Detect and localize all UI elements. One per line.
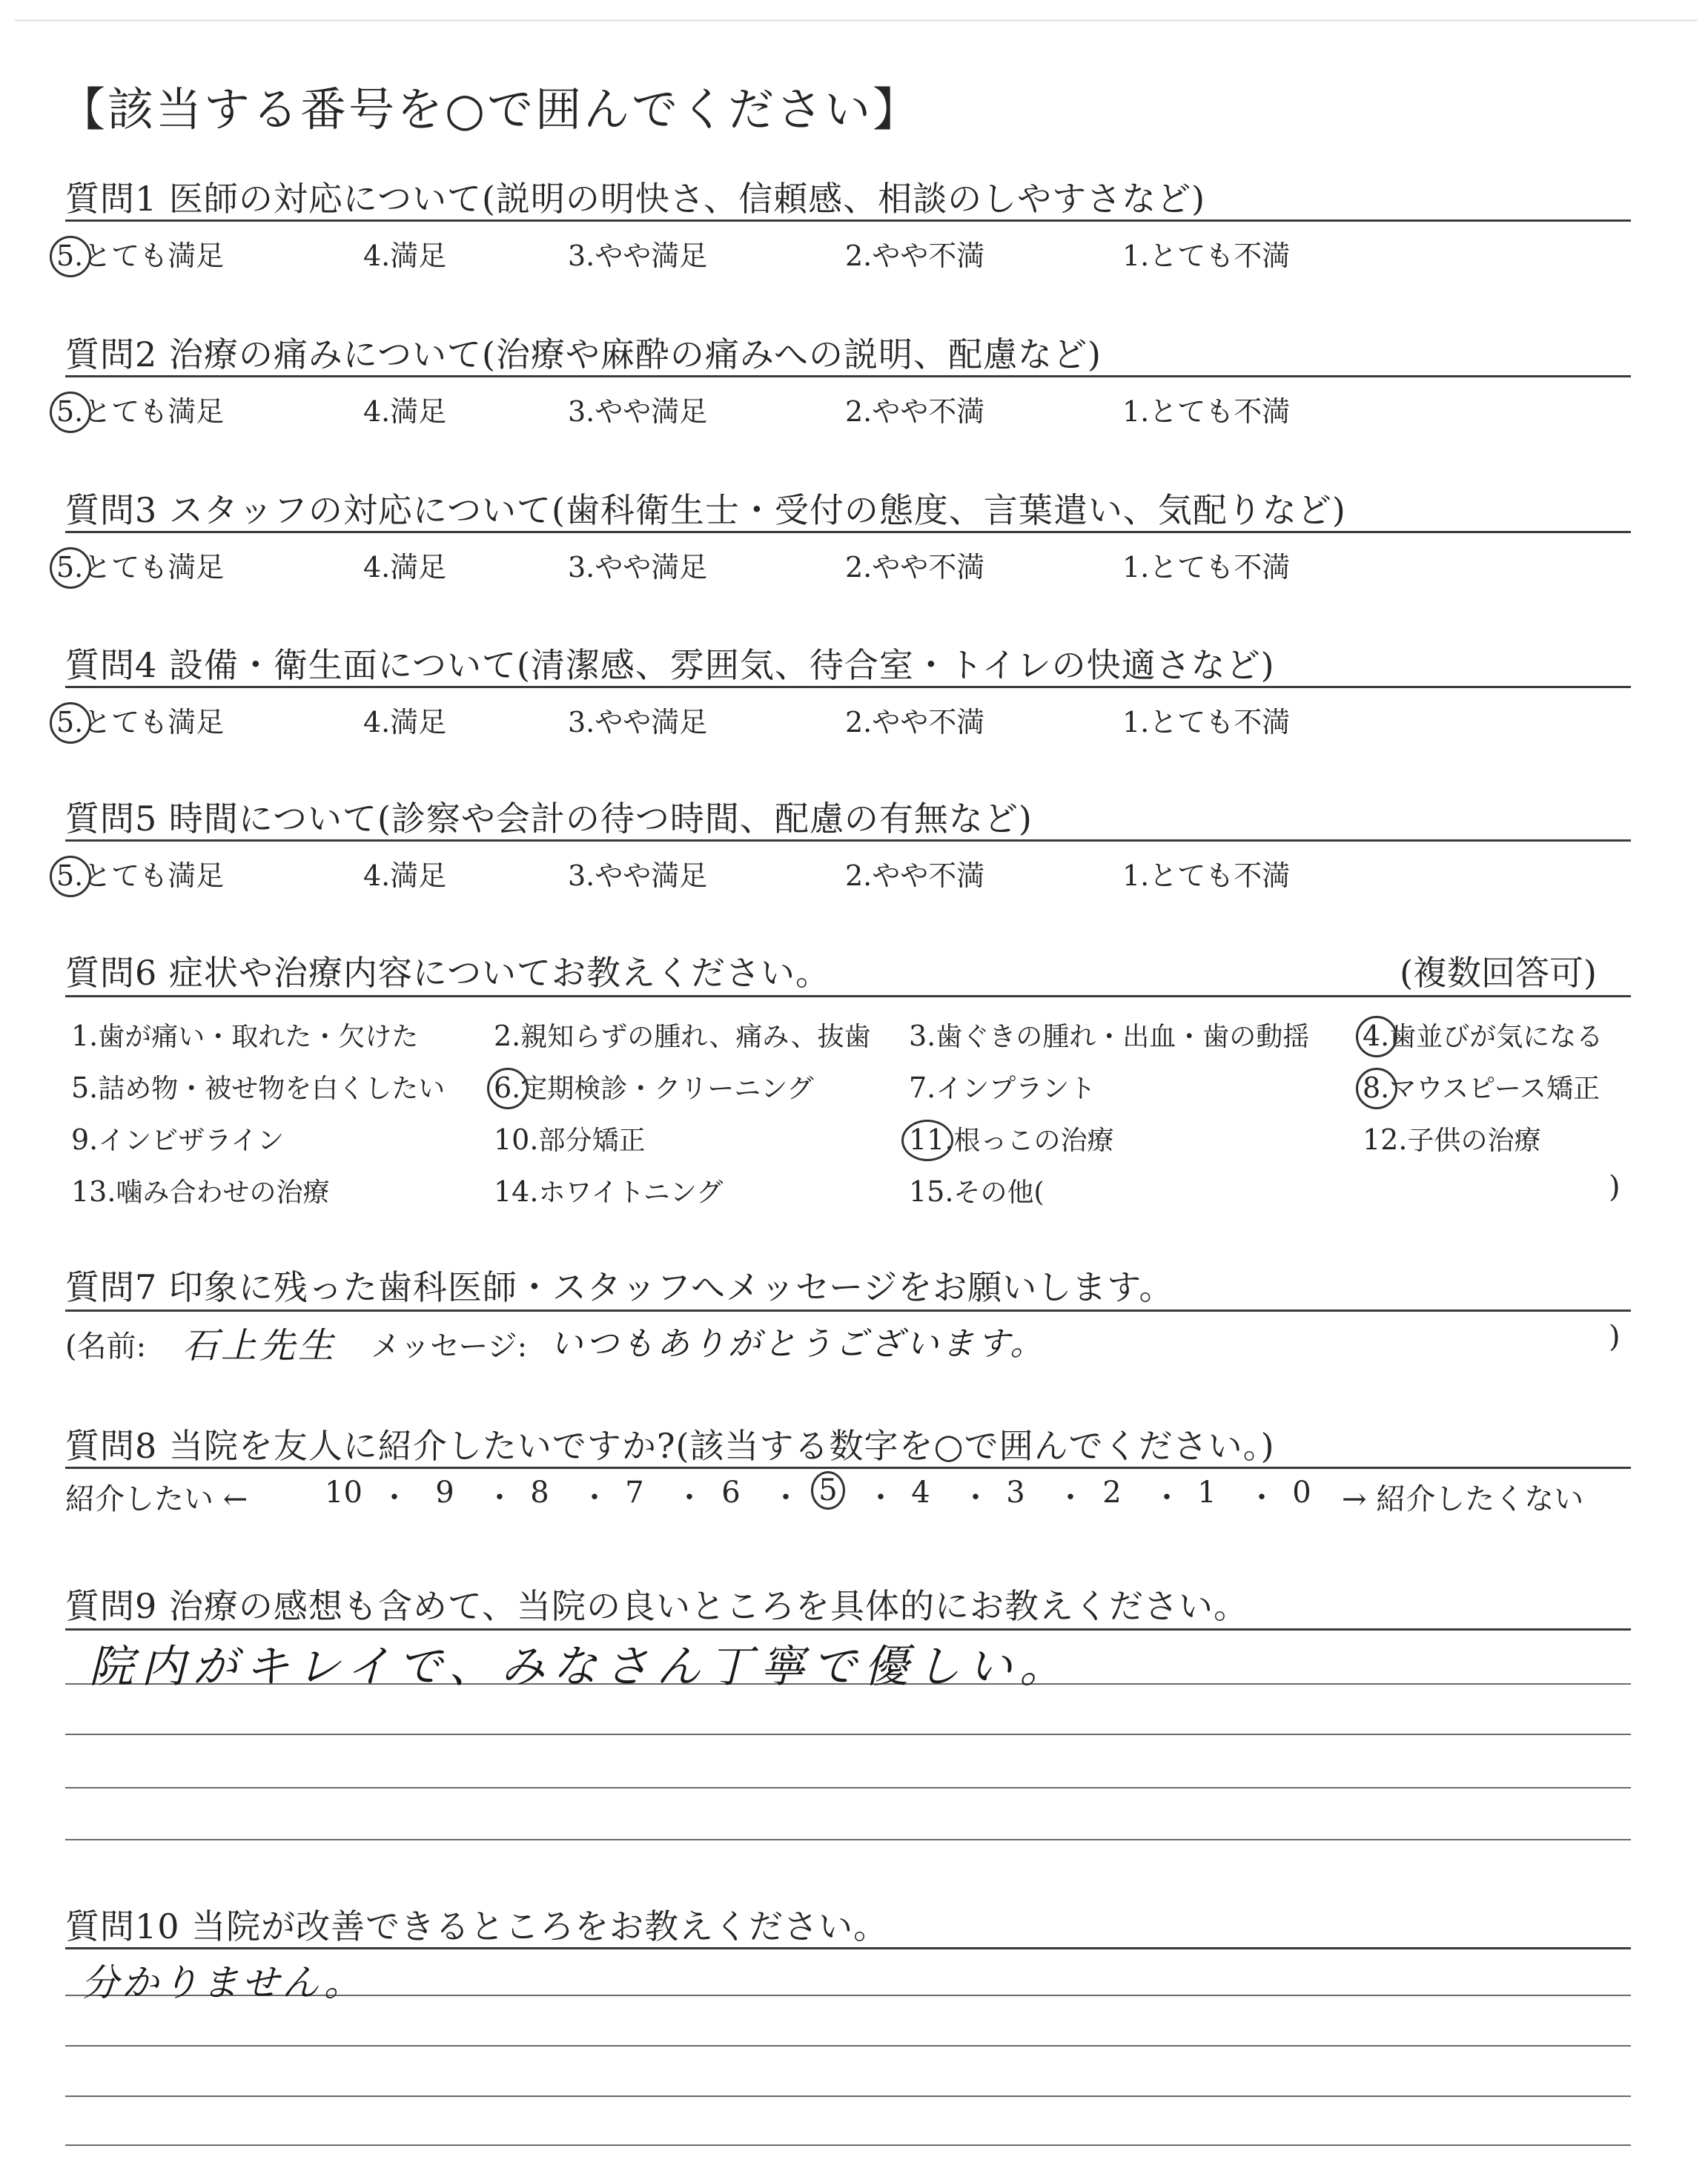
option-number: 2. (845, 706, 873, 739)
q8-separator: ・ (675, 1481, 704, 1515)
question-7-heading: 質問7 印象に残った歯科医師・スタッフへメッセージをお願いします。 (65, 1267, 1174, 1307)
q4-option-5[interactable] (56, 699, 224, 740)
question-7-rule (65, 1309, 1631, 1312)
q3-option-1[interactable] (1122, 544, 1290, 585)
option-number: 8. (1363, 1071, 1390, 1104)
option-number: 4. (363, 551, 391, 584)
option-number: 14. (494, 1175, 539, 1208)
q7-message-handwritten[interactable]: いつもありがとうございます。 (550, 1325, 1046, 1363)
q10-answer-line (65, 2144, 1631, 2146)
option-label: とても不満 (1149, 551, 1291, 584)
question-3-rule (65, 531, 1631, 533)
option-number: 5. (56, 859, 84, 892)
q7-message-label: メッセージ: (371, 1330, 528, 1364)
option-number: 5. (56, 240, 84, 272)
option-label: 根っこの治療 (953, 1126, 1114, 1156)
option-label: とても不満 (1149, 240, 1291, 272)
option-label: インプラント (936, 1074, 1096, 1104)
option-label: やや不満 (872, 395, 985, 428)
q8-scale-2[interactable]: 2 (1102, 1476, 1122, 1510)
q6-option-9[interactable] (71, 1120, 284, 1157)
option-label: その他( (953, 1178, 1045, 1208)
option-label: やや不満 (872, 706, 985, 739)
q8-scale-4[interactable]: 4 (911, 1476, 930, 1510)
q6-option-13[interactable] (71, 1172, 329, 1209)
q6-other-close-paren: ) (1609, 1170, 1621, 1204)
q3-option-4[interactable] (363, 544, 446, 585)
option-number: 2. (845, 551, 873, 584)
option-label: やや不満 (872, 240, 985, 272)
option-number: 3. (568, 395, 595, 428)
q6-option-5[interactable] (71, 1068, 445, 1106)
option-number: 5. (56, 706, 84, 739)
q2-option-1[interactable] (1122, 389, 1290, 429)
q7-name-label: (名前: (65, 1330, 147, 1364)
question-9-heading: 質問9 治療の感想も含めて、当院の良いところを具体的にお教えください。 (65, 1586, 1248, 1626)
form-title: 【該当する番号を○で囲んでください】 (59, 82, 921, 136)
q8-separator: ・ (380, 1481, 409, 1515)
option-number: 10. (494, 1123, 539, 1156)
q1-option-1[interactable] (1122, 233, 1290, 274)
q5-option-4[interactable] (363, 853, 446, 894)
q8-scale-8[interactable]: 8 (530, 1476, 549, 1510)
q9-answer-line (65, 1787, 1631, 1789)
scan-edge (15, 19, 1698, 22)
option-label: とても満足 (83, 706, 225, 739)
option-number: 5. (56, 395, 84, 428)
option-label: 満足 (390, 859, 447, 892)
option-number: 11. (909, 1123, 954, 1156)
option-number: 2. (494, 1020, 521, 1052)
q1-option-4[interactable] (363, 233, 446, 274)
q5-option-5[interactable] (56, 853, 224, 894)
q5-option-1[interactable] (1122, 853, 1290, 894)
option-number: 9. (71, 1123, 99, 1156)
option-label: とても満足 (83, 395, 225, 428)
q8-separator: ・ (961, 1481, 990, 1515)
option-number: 4. (363, 859, 391, 892)
option-label: 定期検診・クリーニング (520, 1074, 814, 1104)
option-number: 7. (909, 1071, 936, 1104)
q9-answer-line (65, 1628, 1631, 1631)
option-label: やや満足 (595, 551, 708, 584)
q6-option-7[interactable] (909, 1068, 1096, 1106)
q8-scale-1[interactable]: 1 (1197, 1476, 1217, 1510)
question-2-rule (65, 375, 1631, 377)
option-label: やや満足 (595, 859, 708, 892)
option-number: 1. (1122, 706, 1150, 739)
option-number: 4. (1363, 1020, 1390, 1052)
q9-answer-line (65, 1839, 1631, 1840)
option-number: 5. (56, 551, 84, 584)
option-label: とても満足 (83, 859, 225, 892)
option-label: 歯並びが気になる (1389, 1022, 1603, 1052)
q1-option-2[interactable] (845, 233, 984, 274)
question-5-rule (65, 839, 1631, 842)
q8-scale-9[interactable]: 9 (435, 1476, 454, 1510)
q3-option-3[interactable] (568, 544, 707, 585)
question-1-heading: 質問1 医師の対応について(説明の明快さ、信頼感、相談のしやすさなど) (65, 179, 1206, 219)
option-label: とても不満 (1149, 395, 1291, 428)
q6-option-8[interactable] (1363, 1068, 1600, 1106)
option-label: マウスピース矯正 (1389, 1074, 1600, 1104)
q8-scale-6[interactable]: 6 (721, 1476, 741, 1510)
option-label: とても満足 (83, 551, 225, 584)
q8-separator: ・ (580, 1481, 609, 1515)
option-number: 3. (909, 1020, 936, 1052)
question-3-heading: 質問3 スタッフの対応について(歯科衛生士・受付の態度、言葉遣い、気配りなど) (65, 490, 1346, 530)
option-label: 歯ぐきの腫れ・出血・歯の動揺 (936, 1022, 1310, 1052)
q8-separator: ・ (1152, 1481, 1182, 1515)
q3-option-5[interactable] (56, 544, 224, 585)
q6-option-12[interactable] (1363, 1120, 1540, 1157)
q7-name-handwritten[interactable]: 石上先生 (182, 1325, 337, 1367)
q8-separator: ・ (771, 1481, 801, 1515)
option-number: 2. (845, 859, 873, 892)
option-label: やや満足 (595, 395, 708, 428)
q6-option-14[interactable] (494, 1172, 723, 1209)
q6-option-2[interactable] (494, 1016, 871, 1054)
q4-option-2[interactable] (845, 699, 984, 740)
q1-option-3[interactable] (568, 233, 707, 274)
q3-option-2[interactable] (845, 544, 984, 585)
q6-option-10[interactable] (494, 1120, 645, 1157)
option-number: 4. (363, 240, 391, 272)
q8-separator: ・ (866, 1481, 896, 1515)
question-10-heading: 質問10 当院が改善できるところをお教えください。 (65, 1906, 889, 1946)
q4-option-1[interactable] (1122, 699, 1290, 740)
q6-option-11[interactable] (909, 1120, 1113, 1157)
q5-option-3[interactable] (568, 853, 707, 894)
q8-scale-10[interactable]: 10 (325, 1476, 363, 1510)
option-number: 4. (363, 395, 391, 428)
q10-answer-line (65, 2095, 1631, 2097)
q6-option-6[interactable] (494, 1068, 814, 1106)
q8-right-label: → 紹介したくない (1342, 1482, 1584, 1516)
option-number: 3. (568, 240, 595, 272)
question-4-rule (65, 686, 1631, 688)
q2-option-2[interactable] (845, 389, 984, 429)
option-label: やや満足 (595, 240, 708, 272)
q4-option-3[interactable] (568, 699, 707, 740)
q8-left-label: 紹介したい ← (65, 1482, 248, 1516)
question-6-rule (65, 995, 1631, 997)
q2-option-5[interactable] (56, 389, 224, 429)
q7-close-paren: ) (1609, 1320, 1621, 1354)
option-label: インビザライン (98, 1126, 285, 1156)
q2-option-3[interactable] (568, 389, 707, 429)
option-label: 満足 (390, 395, 447, 428)
option-label: 満足 (390, 551, 447, 584)
question-1-rule (65, 219, 1631, 222)
option-number: 2. (845, 395, 873, 428)
option-label: やや不満 (872, 859, 985, 892)
q8-scale-0[interactable]: 0 (1292, 1476, 1311, 1510)
q2-option-4[interactable] (363, 389, 446, 429)
option-number: 5. (71, 1071, 99, 1104)
option-label: 噛み合わせの治療 (116, 1178, 330, 1208)
q6-option-15[interactable] (909, 1172, 1044, 1209)
q8-scale-7[interactable]: 7 (625, 1476, 644, 1510)
q8-scale-5[interactable]: 5 (811, 1471, 845, 1510)
q8-scale-3[interactable]: 3 (1006, 1476, 1025, 1510)
option-number: 3. (568, 551, 595, 584)
q8-separator: ・ (1056, 1481, 1085, 1515)
q6-option-1[interactable] (71, 1016, 418, 1054)
question-6-note: (複数回答可) (1400, 953, 1597, 993)
q5-option-2[interactable] (845, 853, 984, 894)
q4-option-4[interactable] (363, 699, 446, 740)
question-5-heading: 質問5 時間について(診察や会計の待つ時間、配慮の有無など) (65, 799, 1033, 839)
q8-separator: ・ (1247, 1481, 1277, 1515)
q6-option-4[interactable] (1363, 1016, 1603, 1054)
option-label: 詰め物・被せ物を白くしたい (98, 1074, 446, 1104)
option-label: 親知らずの腫れ、痛み、抜歯 (520, 1022, 871, 1052)
option-number: 1. (1122, 240, 1150, 272)
q9-answer-handwritten[interactable]: 院内がキレイで、みなさん丁寧で優しい。 (89, 1641, 1072, 1693)
option-label: やや不満 (872, 551, 985, 584)
option-number: 3. (568, 706, 595, 739)
q10-answer-line (65, 1947, 1631, 1949)
option-label: 子供の治療 (1407, 1126, 1541, 1156)
question-4-heading: 質問4 設備・衛生面について(清潔感、雰囲気、待合室・トイレの快適さなど) (65, 645, 1275, 685)
option-label: 歯が痛い・取れた・欠けた (98, 1022, 419, 1052)
option-number: 6. (494, 1071, 521, 1104)
option-number: 1. (1122, 859, 1150, 892)
option-number: 2. (845, 240, 873, 272)
option-number: 15. (909, 1175, 954, 1208)
option-label: 満足 (390, 240, 447, 272)
question-8-heading: 質問8 当院を友人に紹介したいですか?(該当する数字を○で囲んでください。) (65, 1426, 1275, 1466)
option-label: 部分矯正 (538, 1126, 646, 1156)
option-number: 12. (1363, 1123, 1408, 1156)
option-number: 13. (71, 1175, 116, 1208)
q8-separator: ・ (485, 1481, 514, 1515)
option-number: 1. (1122, 551, 1150, 584)
option-number: 1. (1122, 395, 1150, 428)
question-6-heading: 質問6 症状や治療内容についてお教えください。 (65, 953, 830, 993)
option-label: 満足 (390, 706, 447, 739)
question-8-rule (65, 1467, 1631, 1469)
option-label: やや満足 (595, 706, 708, 739)
option-number: 3. (568, 859, 595, 892)
option-label: とても不満 (1149, 859, 1291, 892)
q6-option-3[interactable] (909, 1016, 1309, 1054)
option-label: とても満足 (83, 240, 225, 272)
option-number: 1. (71, 1020, 99, 1052)
q1-option-5[interactable] (56, 233, 224, 274)
q9-answer-line (65, 1734, 1631, 1735)
q10-answer-line (65, 2045, 1631, 2047)
question-2-heading: 質問2 治療の痛みについて(治療や麻酔の痛みへの説明、配慮など) (65, 334, 1102, 374)
option-label: とても不満 (1149, 706, 1291, 739)
q10-answer-handwritten[interactable]: 分かりません。 (82, 1961, 364, 2004)
option-number: 4. (363, 706, 391, 739)
option-label: ホワイトニング (538, 1178, 724, 1208)
